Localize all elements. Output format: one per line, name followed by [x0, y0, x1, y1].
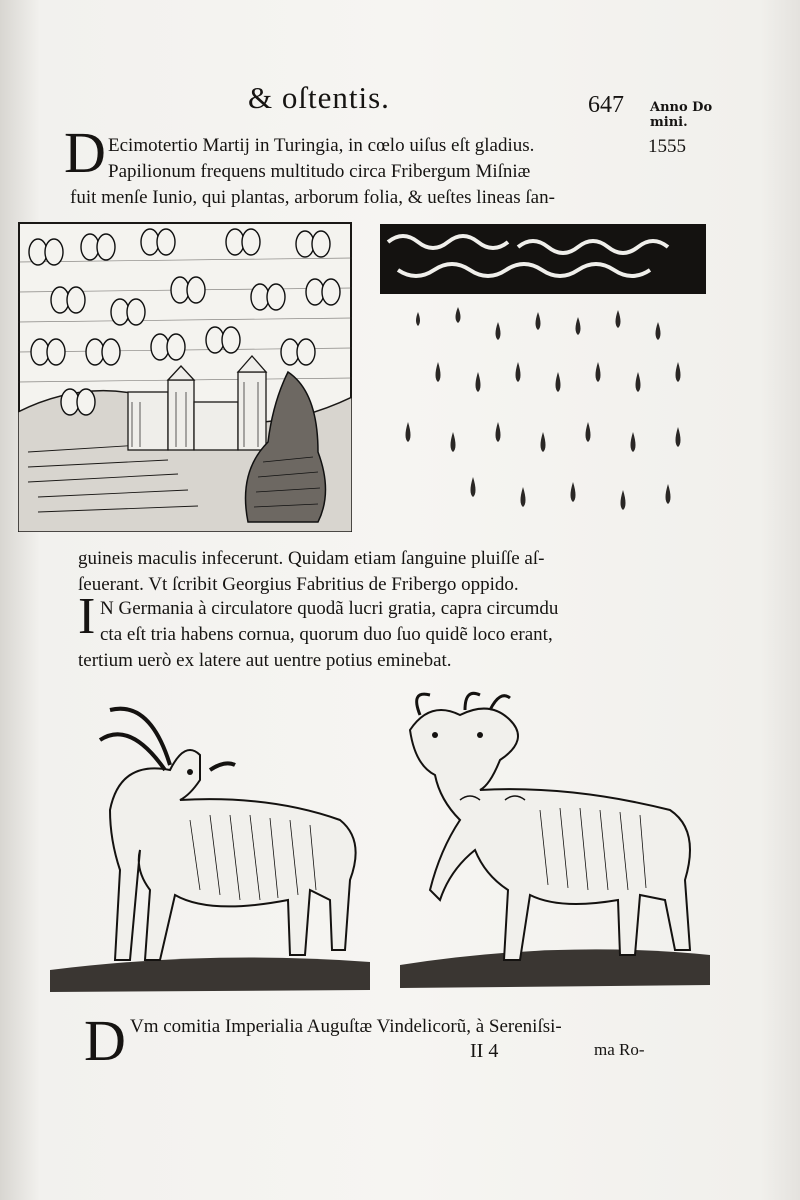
- text-line: ſeuerant. Vt ſcribit Georgius Fabritius de Fribergo oppido.: [78, 574, 519, 595]
- text-line: tertium uerò ex latere aut uentre potius eminebat.: [78, 650, 452, 671]
- text-line: Ecimotertio Martij in Turingia, in cœlo uiſus eſt gladius.: [108, 135, 535, 156]
- catchword: ma Ro-: [594, 1040, 645, 1059]
- text-line: guineis maculis infecerunt. Quidam etiam ſanguine pluiſſe aſ-: [78, 548, 545, 569]
- woodcut-blood-rain-cloud: [378, 222, 708, 532]
- margin-year: 1555: [648, 136, 686, 157]
- drop-cap: D: [84, 1008, 126, 1073]
- text-line: Papilionum frequens multitudo circa Fribergum Miſniæ: [108, 161, 531, 182]
- drop-cap: I: [78, 588, 96, 645]
- text-line: fuit menſe Iunio, qui plantas, arborum folia, & ueſtes lineas ſan-: [70, 187, 555, 208]
- page-number: 647: [588, 92, 624, 118]
- text-line: Vm comitia Imperialia Auguſtæ Vindelicorũ, à Sereniſsi-: [130, 1016, 562, 1037]
- drop-cap: D: [64, 120, 106, 185]
- woodcut-two-headed-calf: [390, 690, 720, 1000]
- signature-mark: II 4: [470, 1040, 499, 1062]
- running-title: & oſtentis.: [248, 80, 390, 115]
- text-line: N Germania à circulatore quodã lucri gratia, capra circumdu: [100, 598, 559, 619]
- woodcut-three-horned-goat: [50, 700, 380, 1000]
- show-through-text: [180, 108, 187, 133]
- woodcut-butterflies-over-town: [18, 222, 352, 532]
- text-line: cta eſt tria habens cornua, quorum duo ſuo quidẽ loco erant,: [100, 624, 553, 645]
- margin-note: Anno Do mini.: [650, 100, 713, 130]
